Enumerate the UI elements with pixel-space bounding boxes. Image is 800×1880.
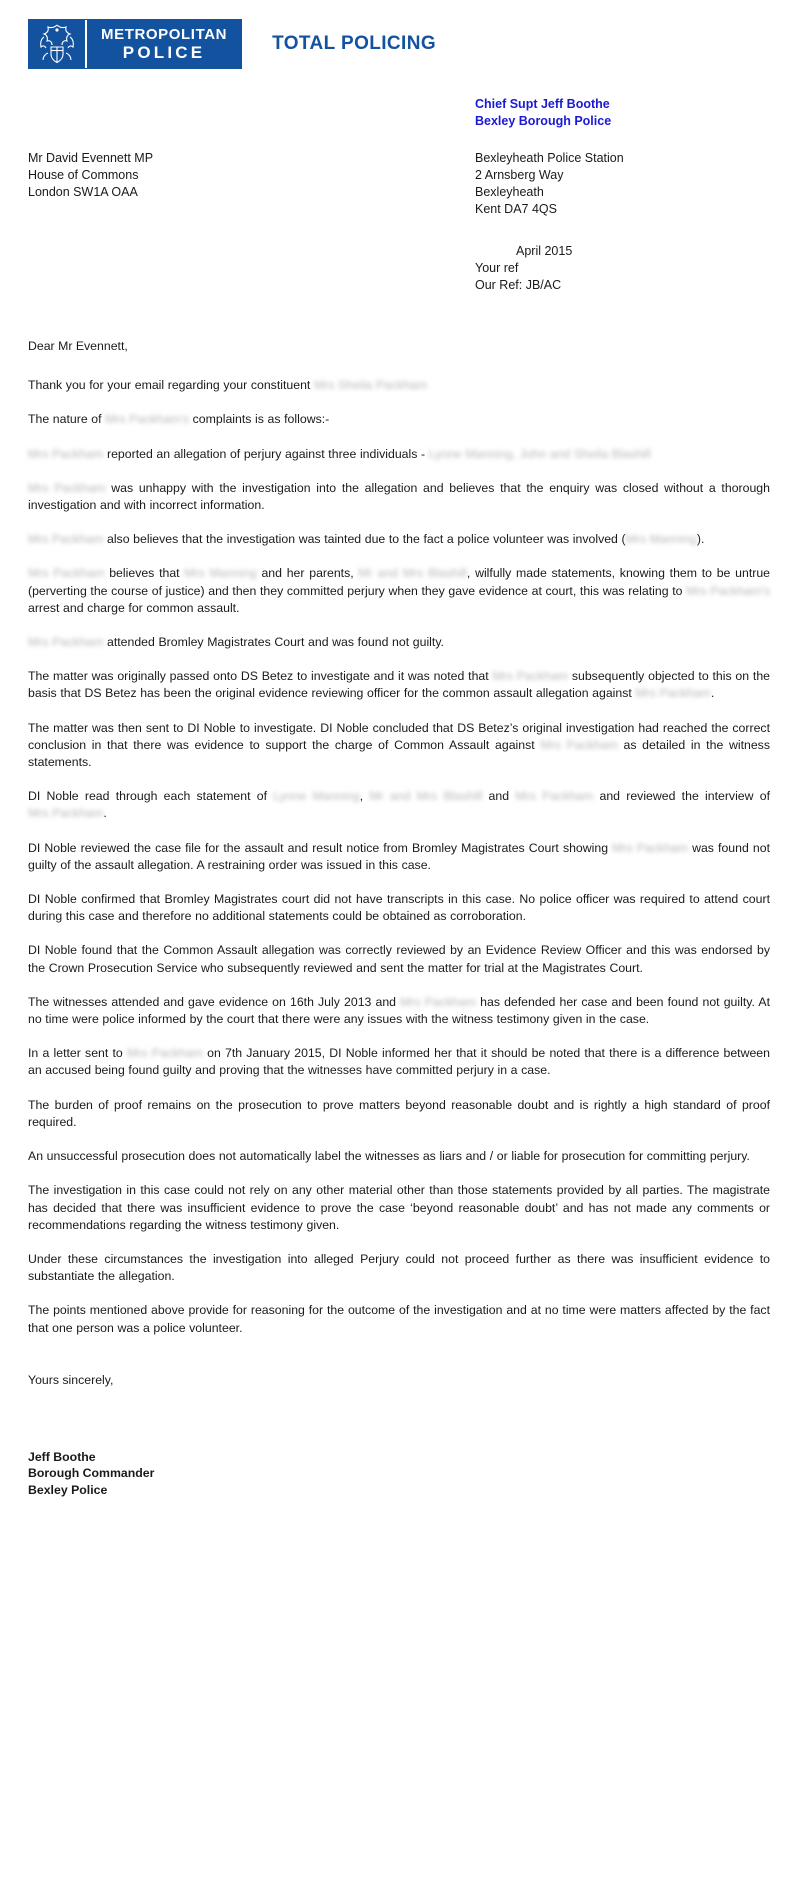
- para-text: attended Bromley Magistrates Court and was found not guilty.: [103, 635, 444, 650]
- recipient-name: Mr David Evennett MP: [28, 151, 154, 165]
- redacted-name: Mr and Mrs Blashill: [369, 789, 483, 804]
- salutation: Dear Mr Evennett,: [28, 339, 128, 353]
- para-text: In a letter sent to: [28, 1046, 127, 1061]
- signatory-rank: Borough Commander: [28, 1466, 155, 1481]
- signature-block: [28, 1449, 770, 1519]
- recipient-org: House of Commons: [28, 168, 139, 182]
- para-text: and: [482, 789, 516, 804]
- redacted-name: Lynne Manning, John and Sheila: [428, 446, 609, 461]
- sender-unit: Bexley Borough Police: [475, 114, 612, 128]
- closing-line: Yours sincerely,: [28, 1372, 114, 1387]
- paragraph-17: An unsuccessful prosecution does not automatically label the witnesses as liars and / or liable for prosecution for committing perjury.: [28, 1149, 750, 1164]
- para-text: reported an allegation of perjury against three individuals -: [103, 446, 429, 461]
- our-ref: Our Ref: JB/AC: [475, 278, 562, 292]
- paragraph-9: [28, 720, 770, 772]
- para-text: DI Noble read through each statement of: [28, 789, 274, 804]
- sender-name: Chief Supt Jeff Boothe: [475, 97, 610, 111]
- para-text: .: [103, 806, 107, 821]
- para-text: has defended her case and been found not guilty. At no time were police informed by the court that there were any issues with the witness testimony given in the case.: [28, 994, 770, 1027]
- reference-block: [475, 243, 572, 294]
- para-text: The witnesses attended and gave evidence on 16th July 2013 and: [28, 994, 401, 1009]
- redacted-name: Mrs Manning: [184, 566, 257, 581]
- letterhead: [0, 0, 800, 74]
- redacted-name: Mrs Packham: [28, 806, 104, 821]
- redacted-name: Mrs Packham: [28, 566, 105, 581]
- sender-address: [475, 150, 624, 218]
- para-text: ).: [696, 532, 705, 547]
- para-text: , wilfully made statements, knowing them to be untrue (perverting the course of justice) and then they committed perjury when they gave evidence at court, this was relating to: [28, 566, 771, 598]
- address-area: [0, 88, 800, 338]
- redacted-name: Mrs Sheila Packham: [313, 378, 428, 393]
- redacted-name: Mrs Packham: [635, 686, 711, 701]
- redacted-name: Mrs Packham: [400, 994, 477, 1009]
- paragraph-18: The investigation in this case could not rely on any other material other than those statements provided by all parties. The magistrate has decided that there was insufficient evidence to prove the case ‘beyond reasonable doubt’ and has not made any comments or recommendations regarding the witness testimony given.: [28, 1183, 770, 1232]
- your-ref: Your ref: [475, 261, 519, 275]
- signatory-name: Jeff Boothe: [28, 1449, 96, 1464]
- para-text: Thank you for your email regarding your constituent: [28, 378, 314, 393]
- logo-word-metropolitan: METROPOLITAN: [101, 26, 228, 43]
- police-crest-icon: [29, 20, 87, 68]
- redacted-name: Mr and Mrs Blashill: [358, 566, 467, 581]
- para-text: and reviewed the interview of: [593, 789, 771, 804]
- sender-heading: [475, 96, 611, 130]
- para-text: as detailed in the witness statements.: [28, 737, 770, 770]
- redacted-name: Mrs Packham: [492, 669, 569, 684]
- redacted-name: Mrs Manning: [625, 532, 697, 547]
- sender-address-line3: Bexleyheath: [475, 185, 544, 199]
- redacted-name: Mrs Packham: [28, 532, 104, 547]
- para-text: subsequently objected to this on the basis that DS Betez has been the original evidence reviewing officer for the common assault allegation against: [28, 669, 770, 701]
- para-text: believes that: [104, 566, 185, 581]
- redacted-name: Mrs Packham: [612, 840, 688, 855]
- paragraph-13: DI Noble found that the Common Assault allegation was correctly reviewed by an Evidence Review Officer and this was endorsed by the Crown Prosecution Service who subsequently reviewed and sent the matter for trial at the Magistrates Court.: [28, 943, 770, 975]
- signatory-unit: Bexley Police: [28, 1482, 108, 1497]
- para-text: also believes that the investigation was tainted due to the fact a police volunteer was involved (: [103, 532, 626, 547]
- redacted-name: Blashill: [611, 446, 651, 461]
- paragraph-16: The burden of proof remains on the prosecution to prove matters beyond reasonable doubt and is rightly a high standard of proof required.: [28, 1097, 770, 1129]
- paragraph-11: [28, 840, 770, 874]
- paragraph-20: The points mentioned above provide for reasoning for the outcome of the investigation and at no time were matters affected by the fact that one person was a police volunteer.: [28, 1303, 770, 1335]
- para-text: and her parents,: [256, 566, 359, 581]
- redacted-name: Mrs Packham: [28, 635, 104, 650]
- redacted-name: Mrs Packham: [126, 1046, 203, 1061]
- recipient-city: London SW1A OAA: [28, 185, 138, 199]
- para-text: ,: [359, 789, 370, 804]
- recipient-address: [28, 150, 153, 201]
- sender-address-line4: Kent DA7 4QS: [475, 202, 557, 216]
- para-text: DI Noble reviewed the case file for the assault and result notice from Bromley Magistrates Court showing: [28, 840, 613, 855]
- paragraph-6: [28, 565, 770, 617]
- redacted-name: Mrs Packham: [540, 737, 618, 752]
- paragraph-1: [28, 377, 770, 394]
- paragraph-15: [28, 1045, 770, 1079]
- redacted-name: Mrs Packham: [28, 446, 104, 461]
- para-text: complaints is as follows:-: [189, 412, 330, 427]
- sender-address-line1: Bexleyheath Police Station: [475, 151, 624, 165]
- para-text: .: [710, 686, 715, 701]
- redacted-name: Mrs Packham: [515, 789, 594, 804]
- metropolitan-police-logo: [28, 19, 242, 69]
- para-text: The matter was then sent to DI Noble to investigate. DI Noble concluded that DS Betez’s original investigation had reached the correct conclusion in that there was evidence to support the charge of Common Assault against: [28, 720, 770, 752]
- letter-date: April 2015: [516, 244, 573, 258]
- paragraph-3: [28, 446, 770, 463]
- para-text: was unhappy with the investigation into the allegation and believes that the enquiry was closed without a thorough investigation and with incorrect information.: [28, 480, 770, 513]
- paragraph-19: Under these circumstances the investigation into alleged Perjury could not proceed further as there was insufficient evidence to substantiate the allegation.: [28, 1251, 770, 1284]
- logo-wordmark: [87, 20, 241, 68]
- redacted-name: Mrs Packham's: [686, 583, 771, 598]
- logo-word-police: POLICE: [122, 43, 206, 62]
- para-text: on 7th January 2015, DI Noble informed her that it should be noted that there is a difference between an accused being found guilty and proving that the witnesses have committed perjury in a case.: [28, 1046, 770, 1078]
- paragraph-5: [28, 531, 770, 548]
- paragraph-2: [28, 411, 770, 428]
- para-text: arrest and charge for common assault.: [28, 600, 240, 615]
- para-text: The matter was originally passed onto DS Betez to investigate and it was noted that: [28, 669, 493, 684]
- paragraph-7: [28, 634, 770, 651]
- sender-address-line2: 2 Arnsberg Way: [475, 168, 564, 182]
- redacted-name: Mrs Packham: [28, 480, 106, 495]
- redacted-name: Mrs Packham's: [105, 412, 190, 427]
- paragraph-10: [28, 788, 770, 822]
- paragraph-4: [28, 480, 770, 514]
- total-policing-slogan: TOTAL POLICING: [272, 33, 437, 54]
- paragraph-8: [28, 668, 770, 702]
- redacted-name: Lynne Manning: [273, 789, 360, 804]
- paragraph-14: [28, 994, 770, 1028]
- paragraph-12: DI Noble confirmed that Bromley Magistrates court did not have transcripts in this case. No police officer was required to attend court during this case and therefore no additional statements could be obtained as corroboration.: [28, 892, 770, 924]
- para-text: was found not guilty of the assault allegation. A restraining order was issued in this case.: [28, 840, 770, 872]
- para-text: The nature of: [28, 412, 106, 427]
- letter-body: [0, 338, 800, 1518]
